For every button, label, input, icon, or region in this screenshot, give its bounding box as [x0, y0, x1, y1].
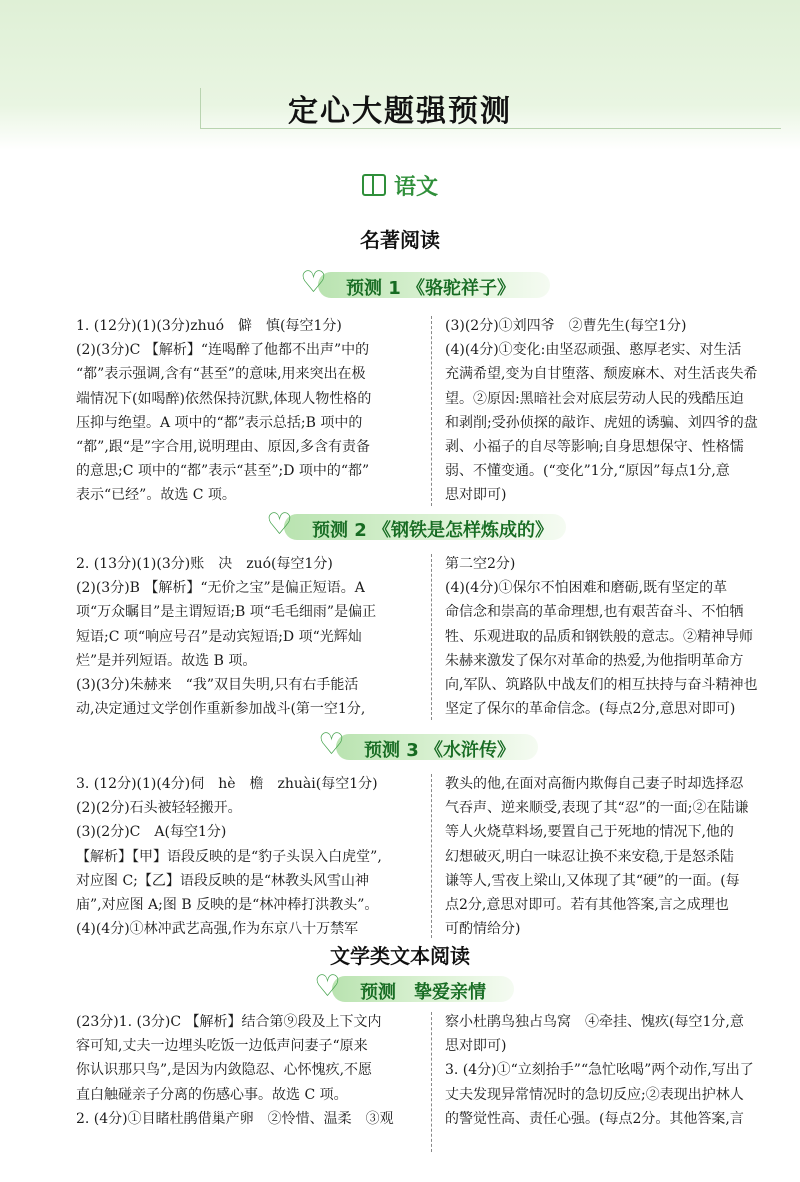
- answer-line: 表示“已经”。故选 C 项。: [76, 487, 236, 504]
- answer-line: “都”表示强调,含有“甚至”的意味,用来突出在极: [76, 366, 366, 383]
- answer-line: 等人火烧草料场,要置自己于死地的情况下,他的: [445, 824, 734, 841]
- answer-line: (4)(4分)①保尔不怕困难和磨砺,既有坚定的革: [445, 580, 728, 597]
- answer-line: 向,军队、筑路队中战友们的相互扶持与奋斗精神也: [445, 677, 758, 694]
- subject-label: 语文: [393, 175, 438, 200]
- answer-line: (2)(3分)B 【解析】“无价之宝”是偏正短语。A: [76, 580, 365, 597]
- answer-line: 项“万众瞩目”是主谓短语;B 项“毛毛细雨”是偏正: [76, 604, 377, 621]
- answer-line: 直白触碰亲子分离的伤感心事。故选 C 项。: [76, 1086, 348, 1103]
- answer-line: 2. (13分)(1)(3分)账 决 zuó(每空1分): [76, 556, 333, 572]
- answer-line: 教头的他,在面对高衙内欺侮自己妻子时却选择忍: [445, 776, 744, 792]
- heart-icon: ♡: [314, 969, 341, 1004]
- answer-line: 动,决定通过文学创作重新参加战斗(第一空1分,: [76, 701, 366, 718]
- answer-column-right: [445, 552, 785, 721]
- answer-line: (23分)1. (3分)C 【解析】结合第⑨段及上下文内: [76, 1014, 382, 1030]
- answer-line: (3)(2分)①刘四爷 ②曹先生(每空1分): [445, 318, 687, 334]
- answer-line: 命信念和崇高的革命理想,也有艰苦奋斗、不怕牺: [445, 604, 744, 621]
- answer-line: 烂”是并列短语。故选 B 项。: [76, 652, 257, 669]
- answer-line: (2)(3分)C 【解析】“连喝醉了他都不出声”中的: [76, 342, 370, 359]
- answer-line: 察小杜鹃鸟独占鸟窝 ④牵挂、愧疚(每空1分,意: [445, 1014, 744, 1030]
- answer-line: 思对即可): [445, 1038, 507, 1055]
- answer-line: 充满希望,变为自甘堕落、颓废麻木、对生活丧失希: [445, 366, 758, 383]
- answer-column-right: [445, 1010, 785, 1131]
- answer-line: 思对即可): [445, 487, 507, 504]
- subject-heading: [0, 170, 800, 201]
- answer-line: 端情况下(如喝醉)依然保持沉默,体现人物性格的: [76, 390, 372, 407]
- answer-line: (4)(4分)①林冲武艺高强,作为东京八十万禁军: [76, 921, 359, 938]
- answer-line: 气吞声、逆来顺受,表现了其“忍”的一面;②在陆谦: [445, 800, 749, 817]
- answer-line: 1. (12分)(1)(3分)zhuó 僻 慎(每空1分): [76, 318, 342, 334]
- answer-line: 点2分,意思对即可。若有其他答案,言之成理也: [445, 897, 729, 914]
- prediction-banner-4: [314, 969, 514, 1004]
- answer-line: 对应图 C;【乙】语段反映的是“林教头风雪山神: [76, 872, 370, 889]
- answer-line: “都”,跟“是”字合用,说明理由、原因,多含有责备: [76, 439, 370, 456]
- answer-line: 容可知,丈夫一边埋头吃饭一边低声问妻子“原来: [76, 1038, 368, 1055]
- answer-column-left: [76, 314, 421, 508]
- answer-line: 2. (4分)①目睹杜鹃借巢产卵 ②怜惜、温柔 ③观: [76, 1110, 394, 1127]
- page-title: 定心大题强预测: [288, 94, 512, 129]
- answer-line: 庙”,对应图 A;图 B 反映的是“林冲棒打洪教头”。: [76, 897, 379, 914]
- answer-column-left: [76, 1010, 421, 1131]
- prediction-label: 预测 3 《水浒传》: [364, 740, 516, 761]
- prediction-banner-2: [266, 507, 566, 542]
- answer-line: 的警觉性高、责任心强。(每点2分。其他答案,言: [445, 1110, 744, 1127]
- column-divider: [431, 1012, 432, 1152]
- prediction-banner-3: [318, 727, 538, 762]
- answer-line: 望。②原因:黑暗社会对底层劳动人民的残酷压迫: [445, 390, 744, 407]
- answer-line: 牲、乐观进取的品质和钢铁般的意志。②精神导师: [445, 628, 753, 645]
- answer-line: 和剥削;受孙侦探的敲诈、虎妞的诱骗、刘四爷的盘: [445, 414, 758, 431]
- answer-column-left: [76, 772, 421, 941]
- section-title-classics: 名著阅读: [360, 228, 440, 252]
- answer-column-right: [445, 314, 785, 508]
- prediction-label: 预测 挚爱亲情: [360, 982, 486, 1003]
- prediction-label: 预测 2 《钢铁是怎样炼成的》: [312, 520, 554, 541]
- column-divider: [431, 316, 432, 506]
- answer-line: 压抑与绝望。A 项中的“都”表示总括;B 项中的: [76, 414, 363, 431]
- answer-line: 你认识那只鸟”,是因为内敛隐忍、心怀愧疚,不愿: [76, 1062, 373, 1079]
- answer-column-left: [76, 552, 421, 721]
- answer-line: 谦等人,雪夜上梁山,又体现了其“硬”的一面。(每: [445, 872, 740, 889]
- heart-icon: ♡: [300, 265, 327, 300]
- column-divider: [431, 774, 432, 938]
- answer-line: 第二空2分): [445, 556, 516, 572]
- answer-line: 可酌情给分): [445, 921, 521, 938]
- answer-line: 3. (12分)(1)(4分)伺 hè 檐 zhuài(每空1分): [76, 776, 378, 792]
- heart-icon: ♡: [266, 507, 293, 542]
- answer-line: 短语;C 项“响应号召”是动宾短语;D 项“光辉灿: [76, 628, 362, 645]
- answer-line: 丈夫发现异常情况时的急切反应;②表现出护林人: [445, 1086, 744, 1103]
- heart-icon: ♡: [318, 727, 345, 762]
- answer-line: 3. (4分)①“立刻抬手”“急忙吆喝”两个动作,写出了: [445, 1062, 754, 1079]
- column-divider: [431, 554, 432, 720]
- answer-line: (3)(3分)朱赫来 “我”双目失明,只有右手能活: [76, 677, 359, 694]
- answer-line: 幻想破灭,明白一味忍让换不来安稳,于是怒杀陆: [445, 848, 734, 865]
- answer-line: 坚定了保尔的革命信念。(每点2分,意思对即可): [445, 701, 736, 718]
- answer-line: 剥、小福子的自尽等影响;自身思想保守、性格懦: [445, 439, 744, 456]
- section-title-literary: 文学类文本阅读: [330, 944, 470, 968]
- answer-column-right: [445, 772, 785, 941]
- prediction-label: 预测 1 《骆驼祥子》: [346, 278, 516, 299]
- answer-line: (4)(4分)①变化:由坚忍顽强、憨厚老实、对生活: [445, 342, 742, 359]
- prediction-banner-1: [300, 265, 550, 300]
- book-icon: [362, 174, 386, 196]
- answer-line: (3)(2分)C A(每空1分): [76, 824, 227, 841]
- answer-line: (2)(2分)石头被轻轻搬开。: [76, 800, 242, 817]
- answer-line: 的意思;C 项中的“都”表示“甚至”;D 项中的“都”: [76, 463, 370, 480]
- answer-line: 弱、不懂变通。(“变化”1分,“原因”每点1分,意: [445, 463, 730, 480]
- answer-line: 【解析】【甲】语段反映的是“豹子头误入白虎堂”,: [76, 848, 382, 865]
- answer-line: 朱赫来激发了保尔对革命的热爱,为他指明革命方: [445, 652, 744, 669]
